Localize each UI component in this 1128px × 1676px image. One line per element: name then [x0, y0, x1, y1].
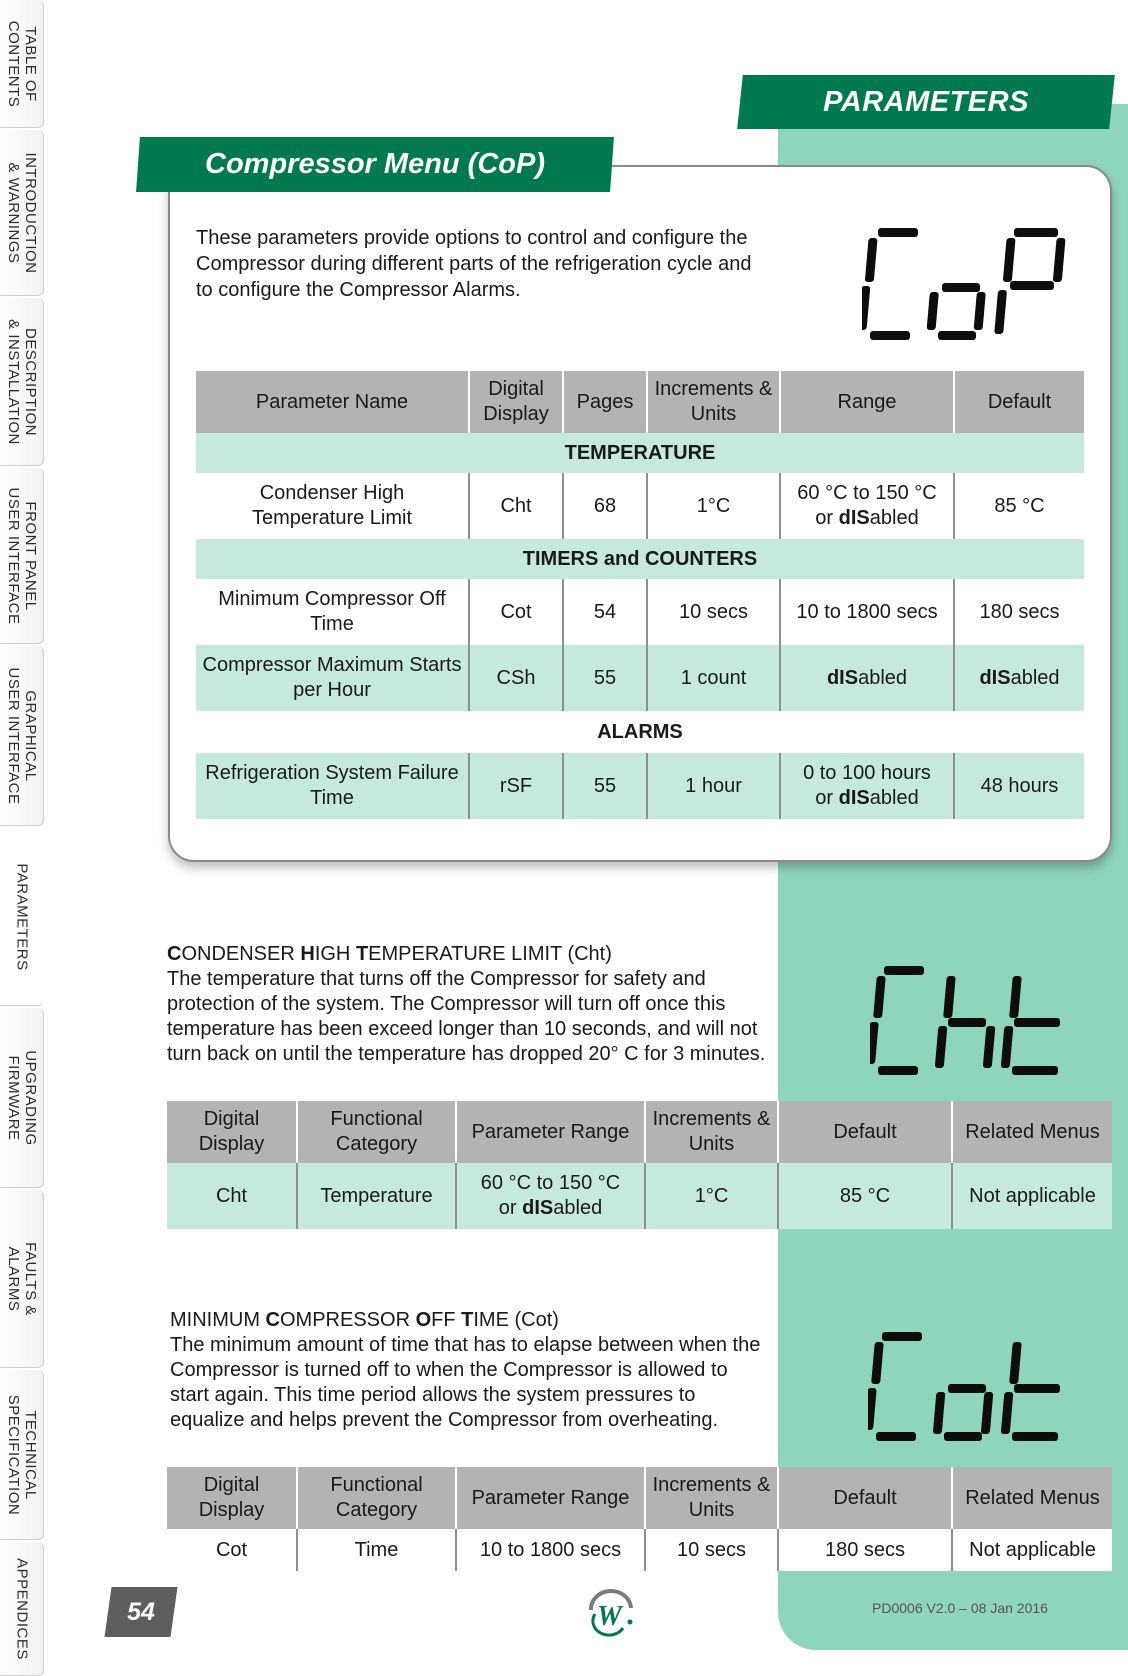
param-default	[954, 645, 1084, 711]
default-rest: abled	[1010, 666, 1060, 689]
table-row	[196, 473, 1084, 539]
range-main: 0 to 100 hours	[803, 762, 931, 784]
cot-description	[170, 1308, 770, 1433]
document-reference: PD0006 V2.0 – 08 Jan 2016	[872, 1600, 1048, 1616]
section-label: TEMPERATURE	[196, 433, 1084, 473]
default-bold: dIS	[979, 666, 1011, 689]
param-page-link[interactable]: 68	[563, 473, 647, 539]
heading-part: MINIMUM	[170, 1309, 266, 1331]
tab-upgrading-firmware[interactable]	[0, 1008, 44, 1188]
col-digital-display: Digital Display	[469, 371, 563, 433]
param-page-link[interactable]: 55	[563, 645, 647, 711]
col-parameter-range: Parameter Range	[456, 1101, 645, 1163]
param-name: Compressor Maximum Starts per Hour	[196, 645, 469, 711]
col-default: Default	[778, 1467, 952, 1529]
tab-graphical-ui[interactable]	[0, 646, 44, 826]
param-range	[780, 473, 954, 539]
range-rest: abled	[869, 507, 919, 529]
heading-initial: C	[167, 943, 182, 965]
param-name: Condenser High Temperature Limit	[196, 473, 469, 539]
cot-body: The minimum amount of time that has to elapse between when the Compressor is turned off to when the Compressor is allowed to start again. This time period allows the system pressures to equalize and helps prevent the Compressor from overheating.	[170, 1334, 761, 1431]
param-display[interactable]: rSF	[469, 753, 563, 819]
heading-part: IME (Cot)	[473, 1309, 559, 1331]
range-bold: dIS	[838, 507, 870, 529]
range-main: 60 °C to 150 °C	[797, 482, 937, 504]
detail-default: 180 secs	[778, 1529, 952, 1571]
lcd-cop-display	[862, 222, 1072, 348]
table-header-row	[196, 371, 1084, 433]
range-bold: dIS	[522, 1197, 554, 1219]
lcd-cot-text	[868, 1328, 1070, 1448]
range-rest: abled	[858, 666, 908, 689]
heading-initial: O	[415, 1309, 432, 1331]
param-display[interactable]: CSh	[469, 645, 563, 711]
tab-label: TECHNICAL SPECIFICATION	[4, 1394, 39, 1515]
cht-detail-table	[167, 1101, 1112, 1229]
heading-part: OMPRESSOR	[280, 1309, 416, 1331]
heading-part: IGH	[314, 943, 356, 965]
range-or: or	[815, 507, 839, 529]
table-row	[167, 1529, 1112, 1571]
cot-heading	[170, 1308, 770, 1333]
detail-range: 10 to 1800 secs	[456, 1529, 645, 1571]
lcd-cop-text	[862, 222, 1072, 348]
range-or: or	[815, 787, 839, 809]
col-range: Range	[780, 371, 954, 433]
detail-category: Time	[297, 1529, 456, 1571]
lcd-cht-display	[870, 962, 1070, 1082]
tab-description-installation[interactable]	[0, 298, 44, 466]
col-digital-display: Digital Display	[167, 1101, 297, 1163]
param-increments: 1°C	[647, 473, 780, 539]
range-or: or	[498, 1197, 523, 1219]
page-number: 54	[127, 1597, 155, 1626]
col-digital-display: Digital Display	[167, 1467, 297, 1529]
logo-letter: W	[597, 1601, 622, 1632]
detail-display: Cot	[167, 1529, 297, 1571]
col-parameter-name: Parameter Name	[196, 371, 469, 433]
tab-label: FAULTS & ALARMS	[4, 1241, 39, 1316]
heading-initial: T	[461, 1309, 474, 1331]
col-pages: Pages	[563, 371, 647, 433]
tab-parameters[interactable]	[0, 828, 44, 1006]
param-page-link[interactable]: 55	[563, 753, 647, 819]
card-title: Compressor Menu (CoP)	[205, 148, 545, 180]
col-increments: Increments & Units	[645, 1467, 778, 1529]
company-logo-icon	[585, 1588, 637, 1638]
cht-description	[167, 942, 767, 1067]
col-default: Default	[778, 1101, 952, 1163]
section-tabs	[0, 0, 46, 1676]
tab-introduction-warnings[interactable]	[0, 130, 44, 296]
tab-appendices[interactable]	[0, 1542, 44, 1676]
detail-display: Cht	[167, 1163, 297, 1229]
param-increments: 10 secs	[647, 579, 780, 645]
heading-part: FF	[431, 1309, 462, 1331]
col-functional-category: Functional Category	[297, 1101, 456, 1163]
param-display[interactable]: Cht	[469, 473, 563, 539]
heading-initial: T	[355, 943, 369, 965]
detail-increments: 1°C	[645, 1163, 778, 1229]
tab-technical-specification[interactable]	[0, 1370, 44, 1540]
section-ribbon-title: PARAMETERS	[823, 85, 1029, 118]
cht-heading	[167, 942, 767, 967]
col-related-menus: Related Menus	[952, 1101, 1112, 1163]
section-label: ALARMS	[196, 711, 1084, 753]
tab-label: TABLE OF CONTENTS	[4, 20, 39, 107]
param-display[interactable]: Cot	[469, 579, 563, 645]
param-page-link[interactable]: 54	[563, 579, 647, 645]
param-increments: 1 hour	[647, 753, 780, 819]
detail-default: 85 °C	[778, 1163, 952, 1229]
col-related-menus: Related Menus	[952, 1467, 1112, 1529]
tab-label: GRAPHICAL USER INTERFACE	[4, 666, 39, 805]
tab-faults-alarms[interactable]	[0, 1190, 44, 1368]
col-increments: Increments & Units	[645, 1101, 778, 1163]
col-default: Default	[954, 371, 1084, 433]
param-range: 10 to 1800 secs	[780, 579, 954, 645]
tab-label: INTRODUCTION & WARNINGS	[4, 152, 39, 273]
detail-increments: 10 secs	[645, 1529, 778, 1571]
detail-range	[456, 1163, 645, 1229]
card-description: These parameters provide options to control and configure the Compressor during different parts of the refrigeration cycle and to configure the Compressor Alarms.	[196, 227, 752, 301]
param-range	[780, 753, 954, 819]
heading-initial: H	[300, 943, 315, 965]
tab-label: DESCRIPTION & INSTALLATION	[4, 318, 39, 445]
table-row	[196, 645, 1084, 711]
table-row	[196, 753, 1084, 819]
tab-label: UPGRADING FIRMWARE	[4, 1049, 39, 1146]
section-label: TIMERS and COUNTERS	[196, 539, 1084, 579]
range-rest: abled	[553, 1197, 603, 1219]
param-default: 48 hours	[954, 753, 1084, 819]
range-bold: dIS	[826, 666, 859, 689]
range-main: 60 °C to 150 °C	[480, 1172, 621, 1194]
col-functional-category: Functional Category	[297, 1467, 456, 1529]
tab-label: FRONT PANEL USER INTERFACE	[4, 486, 39, 625]
compressor-parameters-table	[196, 371, 1084, 819]
param-name: Refrigeration System Failure Time	[196, 753, 469, 819]
table-header-row	[167, 1101, 1112, 1163]
lcd-cot-display	[868, 1328, 1070, 1448]
heading-part: EMPERATURE LIMIT (Cht)	[368, 943, 612, 965]
detail-category: Temperature	[297, 1163, 456, 1229]
param-increments: 1 count	[647, 645, 780, 711]
section-row-timers	[196, 539, 1084, 579]
table-row	[167, 1163, 1112, 1229]
table-row	[196, 579, 1084, 645]
cht-body: The temperature that turns off the Compressor for safety and protection of the system. The Compressor will turn off once this temperature has been exceed longer than 10 seconds, and will not turn back on until the temperature has dropped 20° C for 3 minutes.	[167, 968, 766, 1065]
param-default: 85 °C	[954, 473, 1084, 539]
param-name: Minimum Compressor Off Time	[196, 579, 469, 645]
detail-related: Not applicable	[952, 1163, 1112, 1229]
detail-related: Not applicable	[952, 1529, 1112, 1571]
cot-detail-table	[167, 1467, 1112, 1571]
tab-front-panel[interactable]	[0, 468, 44, 644]
section-row-alarms	[196, 711, 1084, 753]
col-increments: Increments & Units	[647, 371, 780, 433]
section-row-temperature	[196, 433, 1084, 473]
tab-table-of-contents[interactable]	[0, 0, 44, 128]
heading-part: ONDENSER	[181, 943, 301, 965]
range-bold: dIS	[838, 787, 870, 809]
heading-initial: C	[265, 1309, 280, 1331]
tab-label: PARAMETERS	[13, 862, 31, 971]
tab-label: APPENDICES	[13, 1557, 30, 1660]
range-rest: abled	[869, 787, 919, 809]
param-default: 180 secs	[954, 579, 1084, 645]
col-parameter-range: Parameter Range	[456, 1467, 645, 1529]
param-range	[780, 645, 954, 711]
lcd-cht-text	[870, 962, 1070, 1082]
table-header-row	[167, 1467, 1112, 1529]
